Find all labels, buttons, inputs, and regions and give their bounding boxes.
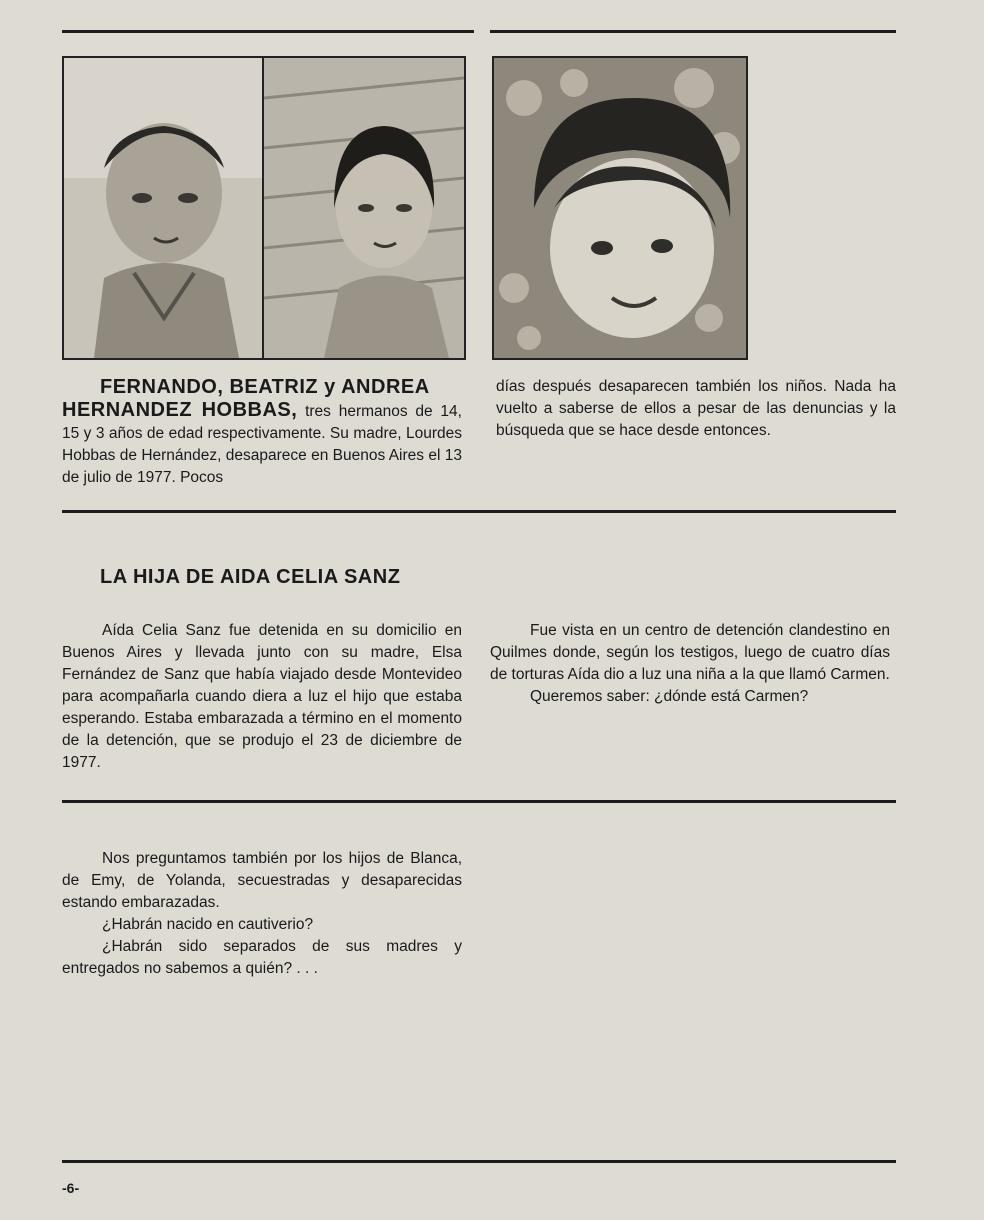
closing-text-1: Nos preguntamos también por los hijos de Blanca, de Emy, de Yolanda, secuestradas y desaparecidas estando embarazadas. — [62, 850, 462, 911]
photo-beatriz — [262, 56, 466, 360]
top-rule-right — [490, 30, 896, 33]
article2-title: LA HIJA DE AIDA CELIA SANZ — [100, 566, 401, 588]
article2-body-right-text: Fue vista en un centro de detención clandestino en Quilmes donde, según los testigos, luego de cuatro días de torturas Aída dio a luz una niña a la que llamó Carmen. — [490, 622, 890, 683]
article1-body-left-text: tres hermanos de 14, 15 y 3 años de edad respectivamente. Su madre, Lourdes Hobbas de Hernández, desaparece en Buenos Aires el 13 de julio de 1977. Pocos — [62, 403, 462, 486]
closing-question-1: ¿Habrán nacido en cautiverio? — [102, 916, 314, 933]
photo-andrea — [492, 56, 748, 360]
top-rule-left — [62, 30, 474, 33]
article1-body-right — [496, 376, 896, 442]
closing-question-2: ¿Habrán sido separados de sus madres y entregados no sabemos a quién? . . . — [62, 938, 462, 977]
middle-rule — [62, 510, 896, 513]
article2-question: Queremos saber: ¿dónde está Carmen? — [530, 688, 809, 705]
article2-body-left-text: Aída Celia Sanz fue detenida en su domicilio en Buenos Aires y llevada junto con su madre, Elsa Fernández de Sanz que había viajado desde Montevideo para acompañarla cuando diera a luz el hijo que estaba esperando. Estaba embarazada a término en el momento de la detención, que se produjo el 23 de diciembre de 1977. — [62, 622, 462, 771]
portrait-boy-image — [64, 58, 264, 358]
article1-title-line1: FERNANDO, BEATRIZ y ANDREA — [100, 376, 430, 398]
article2-body-left — [62, 620, 462, 774]
article1-body-left — [62, 399, 462, 489]
article1-title-line2: HERNANDEZ HOBBAS, — [62, 399, 298, 421]
closing-paragraphs — [62, 848, 462, 980]
article1-body-right-text: días después desaparecen también los niños. Nada ha vuelto a saberse de ellos a pesar de las denuncias y la búsqueda que se hace desde entonces. — [496, 378, 896, 439]
portrait-child-image — [494, 58, 746, 358]
portrait-girl-image — [264, 58, 464, 358]
photo-fernando — [62, 56, 266, 360]
bottom-rule — [62, 1160, 896, 1163]
page-number: -6- — [62, 1180, 80, 1196]
lower-rule — [62, 800, 896, 803]
article2-body-right — [490, 620, 890, 708]
